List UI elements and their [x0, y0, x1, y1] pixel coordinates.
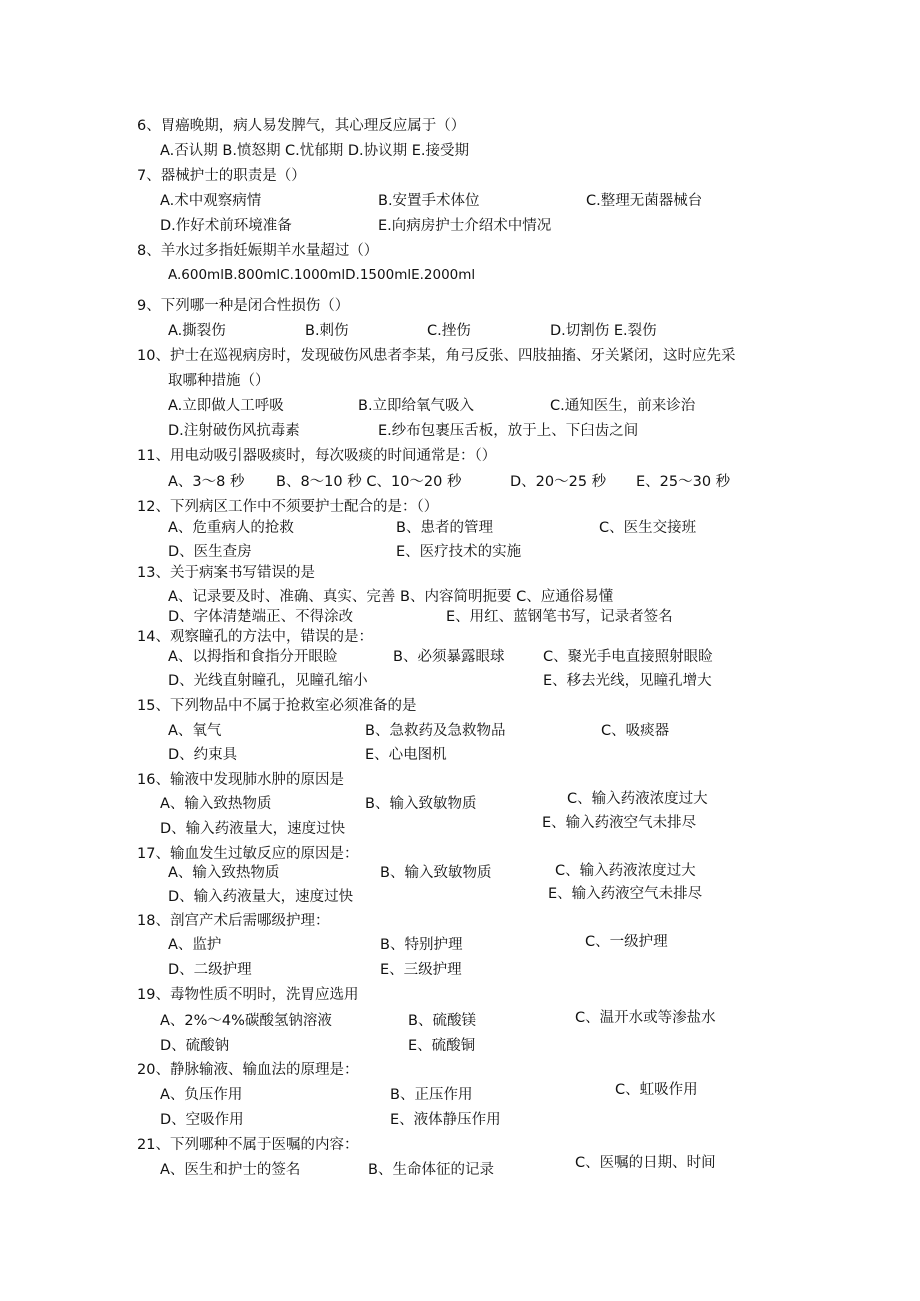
- question-stem: 16、输液中发现肺水肿的原因是: [137, 772, 344, 788]
- option: D、硫酸钠: [160, 1038, 230, 1054]
- option: A、氧气: [168, 723, 222, 739]
- question-stem: 18、剖宫产术后需哪级护理：: [137, 913, 330, 929]
- option: D、输入药液量大，速度过快: [168, 889, 354, 905]
- option: C、医嘱的日期、时间: [575, 1155, 716, 1171]
- option: A、输入致热物质: [160, 796, 272, 812]
- option: C.通知医生，前来诊治: [550, 398, 696, 414]
- option: A、负压作用: [160, 1087, 243, 1103]
- option: E、用红、蓝钢笔书写，记录者签名: [446, 609, 673, 625]
- option: D、空吸作用: [160, 1112, 244, 1128]
- option: E.向病房护士介绍术中情况: [378, 218, 552, 234]
- option: A.术中观察病情: [160, 193, 262, 209]
- option: E、硫酸铜: [408, 1038, 476, 1054]
- option: C、医生交接班: [599, 520, 697, 536]
- option: D、光线直射瞳孔，见瞳孔缩小: [168, 673, 368, 689]
- option: E、医疗技术的实施: [396, 544, 522, 560]
- option: C、一级护理: [585, 934, 668, 950]
- option: A.否认期 B.愤怒期 C.忧郁期 D.协议期 E.接受期: [160, 143, 470, 159]
- option: D、二级护理: [168, 962, 252, 978]
- option: B.刺伤: [305, 323, 349, 339]
- option: D.作好术前环境准备: [160, 218, 292, 234]
- option: E、三级护理: [380, 962, 462, 978]
- option: B、硫酸镁: [408, 1013, 476, 1029]
- question-stem: 12、下列病区工作中不须要护士配合的是：（）: [137, 499, 439, 515]
- option: B.安置手术体位: [378, 193, 480, 209]
- option: A、记录要及时、准确、真实、完善 B、内容简明扼要 C、应通俗易懂: [168, 589, 614, 605]
- option: B、8～10 秒 C、10～20 秒: [276, 474, 462, 490]
- option: B、正压作用: [390, 1087, 473, 1103]
- option: B、输入致敏物质: [365, 796, 477, 812]
- option: B、生命体征的记录: [368, 1162, 494, 1176]
- question-stem: 15、下列物品中不属于抢救室必须准备的是: [137, 698, 417, 714]
- option: B、患者的管理: [396, 520, 493, 536]
- option: D.注射破伤风抗毒素: [168, 423, 300, 439]
- question-stem: 19、毒物性质不明时，洗胃应选用: [137, 987, 359, 1003]
- option: D、20～25 秒: [510, 474, 607, 490]
- option: A.立即做人工呼吸: [168, 398, 284, 414]
- option: A.600mlB.800mlC.1000mlD.1500mlE.2000ml: [168, 267, 476, 283]
- option: D、约束具: [168, 747, 238, 763]
- option: A.撕裂伤: [168, 323, 226, 339]
- option: A、3～8 秒: [168, 474, 245, 490]
- option: E、移去光线，见瞳孔增大: [543, 673, 712, 689]
- option: A、监护: [168, 937, 222, 953]
- option: E、输入药液空气未排尽: [548, 886, 703, 902]
- option: C、输入药液浓度过大: [567, 791, 708, 807]
- option: C、聚光手电直接照射眼睑: [543, 649, 713, 665]
- option: A、2%～4%碳酸氢钠溶液: [160, 1013, 332, 1029]
- option: D.切割伤 E.裂伤: [550, 323, 657, 339]
- question-stem: 7、器械护士的职责是（）: [137, 168, 306, 184]
- option: D、输入药液量大，速度过快: [160, 821, 346, 837]
- option: B、必须暴露眼球: [393, 649, 505, 665]
- option: A、危重病人的抢救: [168, 520, 294, 536]
- question-stem: 21、下列哪种不属于医嘱的内容：: [137, 1137, 359, 1153]
- option: B、输入致敏物质: [380, 865, 492, 881]
- question-stem: 8、羊水过多指妊娠期羊水量超过（）: [137, 243, 379, 259]
- question-stem: 11、用电动吸引器吸痰时，每次吸痰的时间通常是：（）: [137, 448, 497, 464]
- question-stem: 13、关于病案书写错误的是: [137, 565, 315, 581]
- option: C.整理无菌器械台: [586, 193, 703, 209]
- option: D、医生查房: [168, 544, 252, 560]
- option: A、以拇指和食指分开眼睑: [168, 649, 338, 665]
- option: C、温开水或等渗盐水: [575, 1010, 716, 1026]
- option: E、液体静压作用: [390, 1112, 501, 1128]
- option: A、输入致热物质: [168, 865, 280, 881]
- question-stem: 10、护士在巡视病房时，发现破伤风患者李某，角弓反张、四肢抽搐、牙关紧闭，这时应先采: [137, 348, 736, 364]
- option: E、25～30 秒: [636, 474, 731, 490]
- question-stem: 20、静脉输液、输血法的原理是：: [137, 1062, 359, 1078]
- option: D、字体清楚端正、不得涂改: [168, 609, 354, 625]
- option: B.立即给氧气吸入: [358, 398, 475, 414]
- option: E、输入药液空气未排尽: [542, 815, 697, 831]
- option: B、特别护理: [380, 937, 463, 953]
- option: C、输入药液浓度过大: [555, 863, 696, 879]
- option: C、虹吸作用: [615, 1082, 698, 1098]
- option: C、吸痰器: [601, 723, 670, 739]
- option: E、心电图机: [365, 747, 447, 763]
- question-stem: 6、胃癌晚期，病人易发脾气，其心理反应属于（）: [137, 118, 466, 134]
- question-stem: 14、观察瞳孔的方法中，错误的是：: [137, 629, 373, 645]
- question-stem: 9、下列哪一种是闭合性损伤（）: [137, 298, 350, 314]
- option: A、医生和护士的签名: [160, 1162, 301, 1176]
- option: B、急救药及急救物品: [365, 723, 506, 739]
- option: C.挫伤: [427, 323, 471, 339]
- question-stem: 17、输血发生过敏反应的原因是：: [137, 846, 359, 862]
- question-stem-continued: 取哪种措施（）: [168, 373, 270, 389]
- option: E.纱布包裹压舌板，放于上、下臼齿之间: [378, 423, 639, 439]
